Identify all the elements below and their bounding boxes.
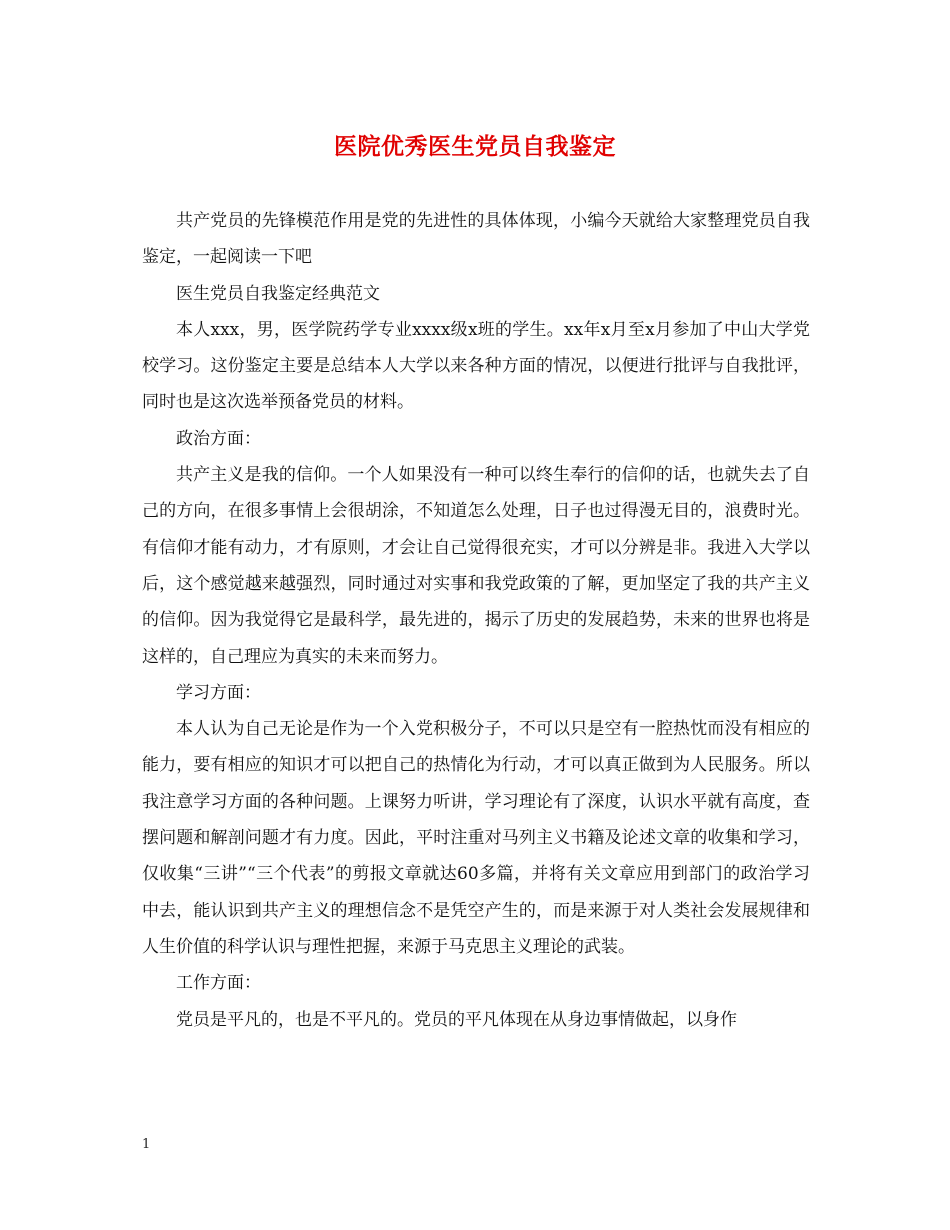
document-body bbox=[142, 203, 810, 1038]
paragraph-intro: 共产党员的先锋模范作用是党的先进性的具体体现，小编今天就给大家整理党员自我鉴定，一起阅读一下吧 bbox=[142, 211, 810, 268]
section-heading-work: 工作方面： bbox=[176, 973, 261, 994]
paragraph-politics: 共产主义是我的信仰。一个人如果没有一种可以终生奉行的信仰的话，也就失去了自己的方向，在很多事情上会很胡涂，不知道怎么处理，日子也过得漫无目的，浪费时光。有信仰才能有动力，才有原则，才会让自己觉得很充实，才可以分辨是非。我进入大学以后，这个感觉越来越强烈，同时通过对实事和我党政策的了解，更加坚定了我的共产主义的信仰。因为我觉得它是最科学，最先进的，揭示了历史的发展趋势，未来的世界也将是这样的，自己理应为真实的未来而努力。 bbox=[142, 465, 810, 667]
paragraph-self-intro: 本人xxx，男，医学院药学专业xxxx级x班的学生。xx年x月至x月参加了中山大学党校学习。这份鉴定主要是总结本人大学以来各种方面的情况，以便进行批评与自我批评，同时也是这次选举预备党员的材料。 bbox=[142, 319, 810, 413]
page-number: 1 bbox=[142, 1137, 151, 1152]
paragraph-study: 本人认为自己无论是作为一个入党积极分子，不可以只是空有一腔热忱而没有相应的能力，要有相应的知识才可以把自己的热情化为行动，才可以真正做到为人民服务。所以我注意学习方面的各种问题。上课努力听讲，学习理论有了深度，认识水平就有高度，查摆问题和解剖问题才有力度。因此，平时注重对马列主义书籍及论述文章的收集和学习，仅收集“三讲”“三个代表”的剪报文章就达60多篇，并将有关文章应用到部门的政治学习中去，能认识到共产主义的理想信念不是凭空产生的，而是来源于对人类社会发展规律和人生价值的科学认识与理性把握，来源于马克思主义理论的武装。 bbox=[142, 719, 810, 957]
section-heading-politics: 政治方面： bbox=[176, 428, 261, 449]
section-heading-study: 学习方面： bbox=[176, 682, 261, 703]
document-title: 医院优秀医生党员自我鉴定 bbox=[334, 133, 616, 160]
paragraph-work: 党员是平凡的，也是不平凡的。党员的平凡体现在从身边事情做起，以身作 bbox=[176, 1009, 737, 1030]
paragraph-subtitle: 医生党员自我鉴定经典范文 bbox=[176, 283, 380, 304]
